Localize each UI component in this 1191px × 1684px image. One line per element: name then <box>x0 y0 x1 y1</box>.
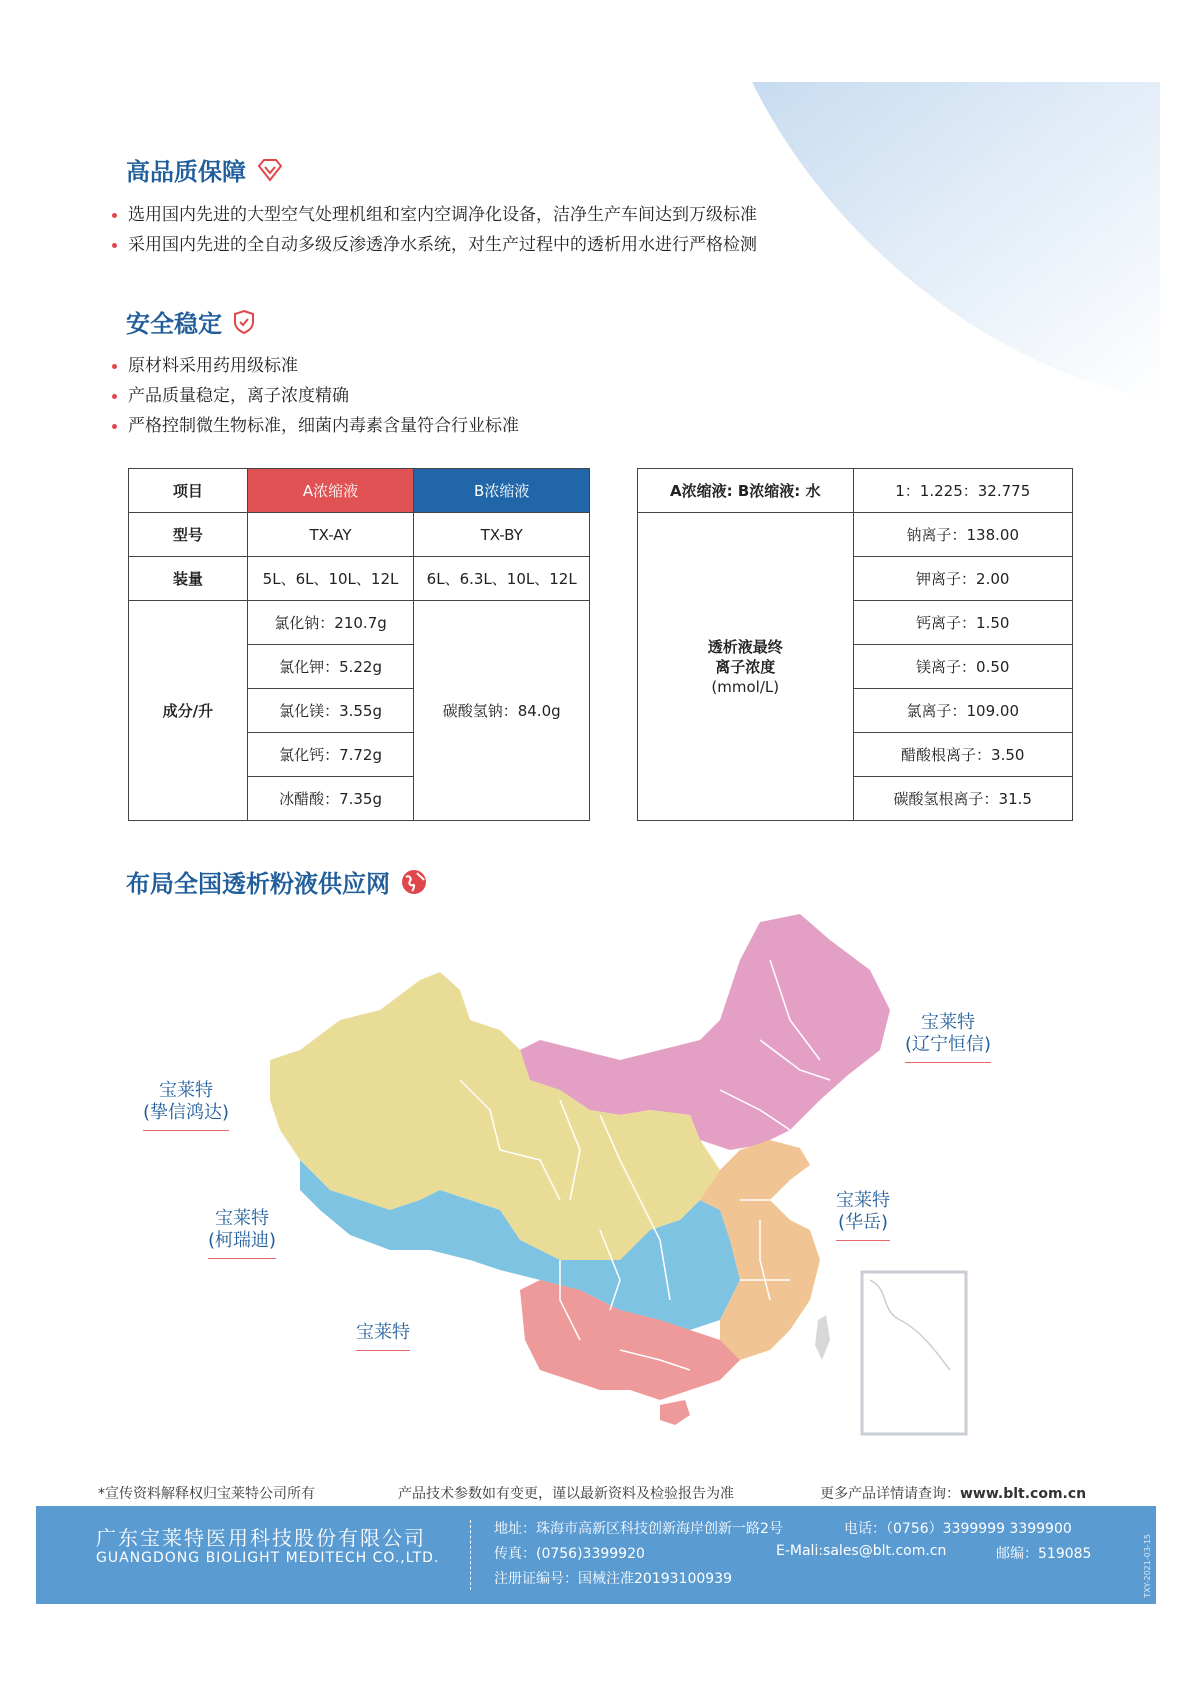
region-line2: (华岳) <box>837 1212 889 1233</box>
composition-a-item: 氯化钾：5.22g <box>247 645 414 689</box>
safety-bullet-list <box>112 351 519 441</box>
company-fax: 传真：(0756)3399920 <box>494 1546 645 1562</box>
ion-value: 碳酸氢根离子：31.5 <box>853 777 1072 821</box>
final-label-line2: 离子浓度 <box>715 657 776 676</box>
list-item: 产品质量稳定，离子浓度精确 <box>112 381 519 411</box>
model-a: TX-AY <box>247 513 414 557</box>
network-section-title <box>126 864 428 899</box>
shield-check-icon <box>232 309 256 335</box>
region-line1: 宝莱特 <box>356 1322 410 1343</box>
table-row <box>129 557 590 601</box>
composition-a-item: 氯化钠：210.7g <box>247 601 414 645</box>
volume-a: 5L、6L、10L、12L <box>247 557 414 601</box>
china-supply-map <box>0 900 1191 1460</box>
table-row <box>638 513 1073 557</box>
ion-value: 钙离子：1.50 <box>853 601 1072 645</box>
row-label-composition: 成分/升 <box>129 601 248 821</box>
map-taiwan <box>815 1315 830 1360</box>
safety-section-title <box>126 304 256 339</box>
composition-a-item: 氯化钙：7.72g <box>247 733 414 777</box>
document-code: TXY-2021-03-15 <box>1143 1534 1152 1598</box>
composition-a-item: 冰醋酸：7.35g <box>247 777 414 821</box>
list-item: 原材料采用药用级标准 <box>112 351 519 381</box>
region-underline <box>356 1350 410 1351</box>
final-concentration-label <box>638 513 854 821</box>
region-label-liaoning <box>905 1012 991 1063</box>
footnote-rights: *宣传资料解释权归宝莱特公司所有 <box>98 1486 315 1502</box>
region-line2: (辽宁恒信) <box>905 1034 992 1055</box>
globe-icon <box>400 868 428 896</box>
list-item: 采用国内先进的全自动多级反渗透净水系统，对生产过程中的透析用水进行严格检测 <box>112 230 757 260</box>
region-line1: 宝莱特 <box>921 1012 976 1033</box>
composition-a-item: 氯化镁：3.55g <box>247 689 414 733</box>
ion-value: 镁离子：0.50 <box>853 645 1072 689</box>
composition-b: 碳酸氢钠：84.0g <box>414 601 590 821</box>
ion-value: 醋酸根离子：3.50 <box>853 733 1072 777</box>
region-underline <box>905 1062 991 1063</box>
row-label-model: 型号 <box>129 513 248 557</box>
table-header-a: A浓缩液 <box>247 469 414 513</box>
region-line1: 宝莱特 <box>836 1190 890 1211</box>
region-line2: (挚信鸿达) <box>143 1102 230 1123</box>
company-phone: 电话：（0756）3399999 3399900 <box>844 1521 1072 1537</box>
list-item: 严格控制微生物标准，细菌内毒素含量符合行业标准 <box>112 411 519 441</box>
network-title-text: 布局全国透析粉液供应网 <box>126 870 390 898</box>
registration-number: 注册证编号：国械注准20193100939 <box>494 1571 732 1587</box>
company-address: 地址：珠海市高新区科技创新海岸创新一路2号 <box>494 1521 783 1537</box>
quality-bullet-list <box>112 200 757 260</box>
quality-section-title <box>126 152 284 187</box>
product-spec-table <box>128 468 590 821</box>
footer-bar <box>36 1506 1156 1604</box>
table-row <box>638 469 1073 513</box>
map-region-hainan <box>660 1400 690 1425</box>
company-email: E-Mali:sales@blt.com.cn <box>776 1543 947 1559</box>
region-label-zhixin <box>143 1080 229 1131</box>
region-underline <box>836 1240 890 1241</box>
model-b: TX-BY <box>414 513 590 557</box>
map-inset-box <box>862 1272 966 1434</box>
table-row <box>129 513 590 557</box>
region-underline <box>143 1130 229 1131</box>
ion-concentration-table <box>637 468 1073 821</box>
list-item: 选用国内先进的大型空气处理机组和室内空调净化设备，洁净生产车间达到万级标准 <box>112 200 757 230</box>
company-postcode: 邮编：519085 <box>996 1546 1092 1562</box>
ion-value: 钠离子：138.00 <box>853 513 1072 557</box>
region-line2: (柯瑞迪) <box>208 1230 277 1251</box>
map-inset-coast <box>870 1280 950 1370</box>
company-name-en: GUANGDONG BIOLIGHT MEDITECH CO.,LTD. <box>96 1550 440 1566</box>
ratio-label: A浓缩液: B浓缩液: 水 <box>638 469 854 513</box>
ion-value: 钾离子：2.00 <box>853 557 1072 601</box>
region-label-keruidi <box>208 1208 276 1259</box>
footnote-website <box>820 1483 1086 1503</box>
region-underline <box>208 1258 276 1259</box>
table-header-item: 项目 <box>129 469 248 513</box>
region-line1: 宝莱特 <box>159 1080 214 1101</box>
region-line1: 宝莱特 <box>215 1208 270 1229</box>
quality-title-text: 高品质保障 <box>126 158 246 186</box>
footnote-parameters: 产品技术参数如有变更，谨以最新资料及检验报告为准 <box>398 1486 734 1502</box>
region-label-south <box>356 1322 410 1351</box>
website-link[interactable]: www.blt.com.cn <box>960 1486 1087 1502</box>
ratio-value: 1：1.225：32.775 <box>853 469 1072 513</box>
footer-divider <box>470 1520 471 1590</box>
row-label-volume: 装量 <box>129 557 248 601</box>
table-row <box>129 469 590 513</box>
safety-title-text: 安全稳定 <box>126 310 222 338</box>
table-header-b: B浓缩液 <box>414 469 590 513</box>
volume-b: 6L、6.3L、10L、12L <box>414 557 590 601</box>
footnote-website-prefix: 更多产品详情请查询： <box>820 1486 960 1502</box>
diamond-icon <box>256 157 284 183</box>
region-label-huayue <box>836 1190 890 1241</box>
final-label-line1: 透析液最终 <box>707 637 783 656</box>
ion-value: 氯离子：109.00 <box>853 689 1072 733</box>
final-label-line3: (mmol/L) <box>711 677 780 696</box>
company-name-cn: 广东宝莱特医用科技股份有限公司 <box>96 1526 426 1550</box>
table-row <box>129 601 590 645</box>
